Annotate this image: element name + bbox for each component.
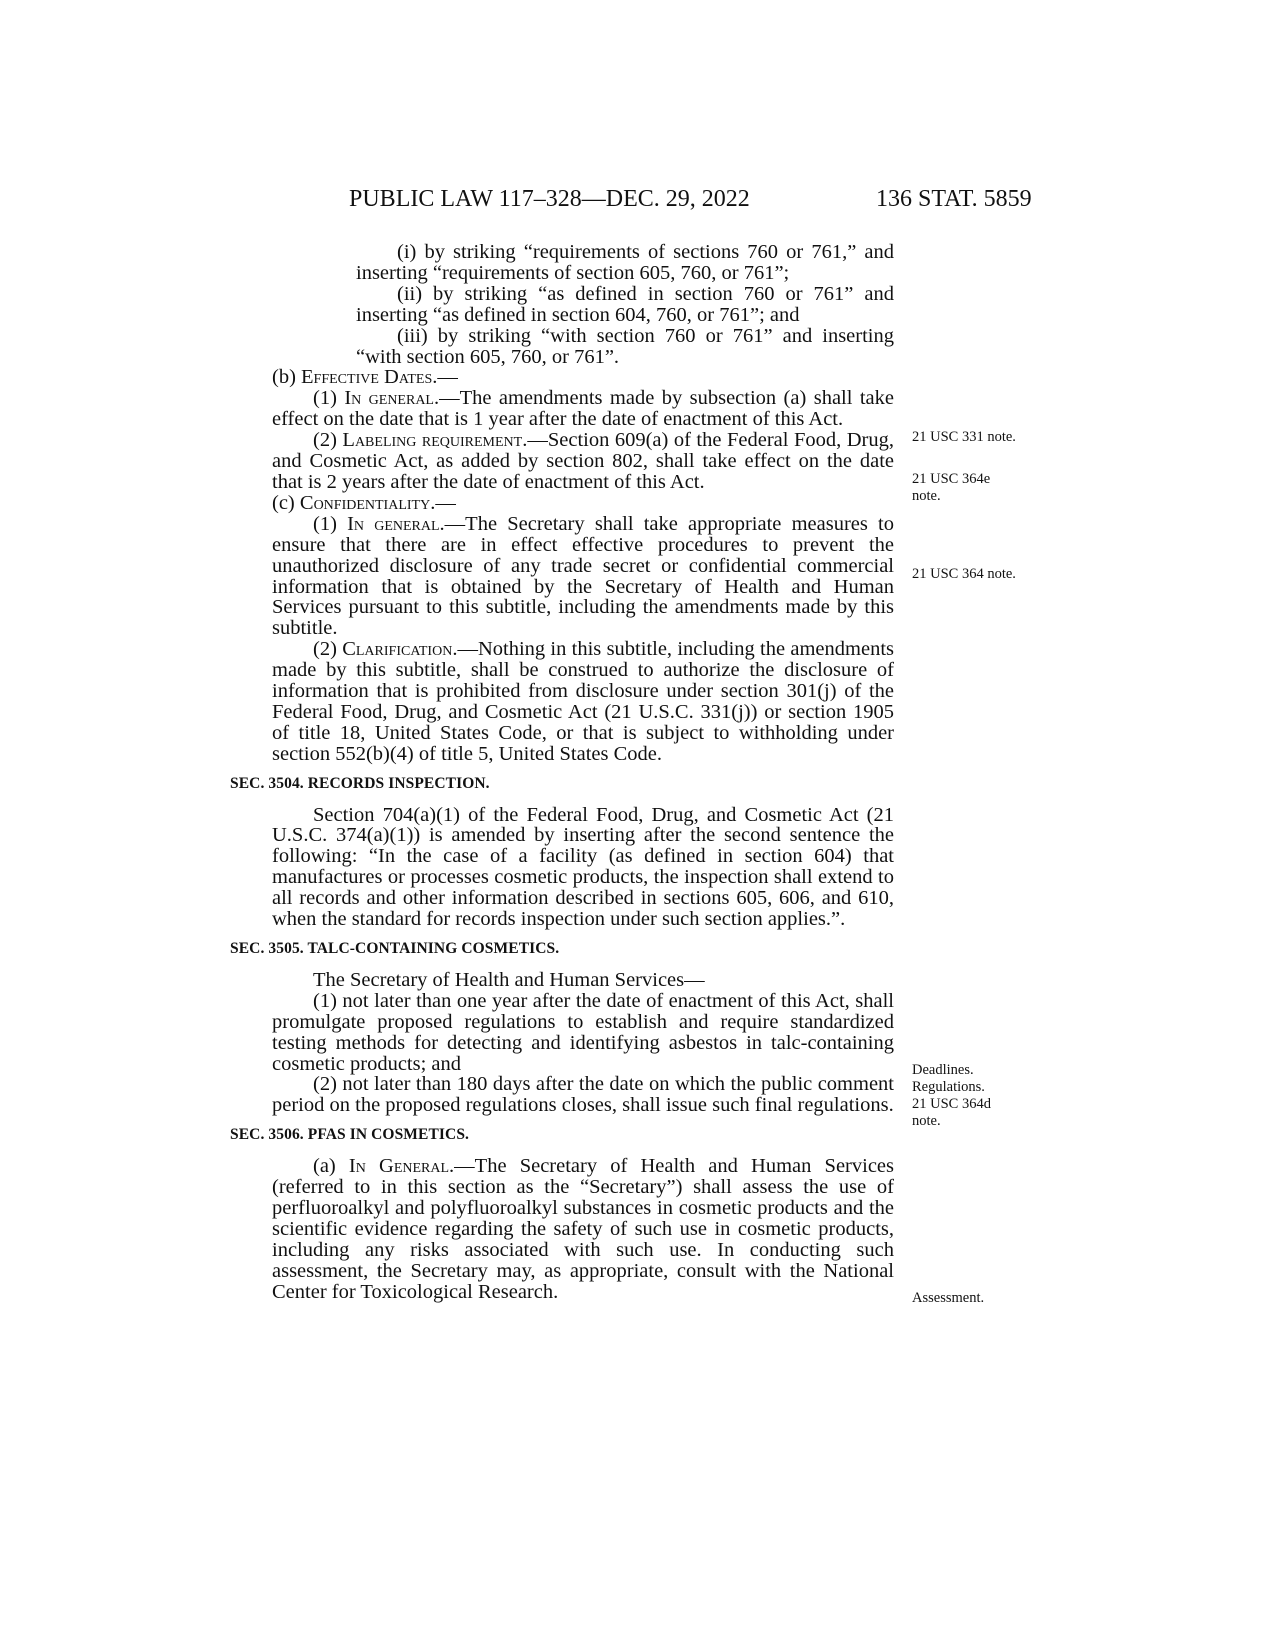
section-3505-heading: SEC. 3505. TALC-CONTAINING COSMETICS.	[230, 940, 560, 957]
paragraph-c2: (2) Clarification.—Nothing in this subtitle, including the amendments made by this subtitle, shall be construed to authorize the disclosure of information that is prohibited from disclosure under section 301(j) of the Federal Food, Drug, and Cosmetic Act (21 U.S.C. 331(j)) or section 1905 of title 18, United States Code, or that is subject to withholding under section 552(b)(4) of title 5, United States Code.	[272, 638, 895, 765]
margin-note-assessment: Assessment.	[912, 1290, 985, 1306]
section-3505-intro: The Secretary of Health and Human Services—	[313, 968, 705, 991]
section-3504-heading: SEC. 3504. RECORDS INSPECTION.	[230, 774, 490, 792]
subsection-b-heading: (b) Effective Dates.—	[272, 366, 458, 389]
subsection-c-heading: (c) Confidentiality.—	[272, 491, 456, 514]
page-citation: 136 STAT. 5859	[876, 186, 1032, 212]
clause-i: (i) by striking “requirements of sections 760 or 761,” and inserting “requirements of section 605, 760, or 761”;	[356, 241, 894, 284]
margin-note-deadlines: Deadlines. Regulations. 21 USC 364d note.	[912, 1062, 991, 1129]
clause-ii: (ii) by striking “as defined in section 760 or 761” and inserting “as defined in section 604, 760, or 761”; and	[356, 282, 894, 326]
margin-note-364e: 21 USC 364e note.	[912, 471, 991, 504]
paragraph-b2: (2) Labeling requirement.—Section 609(a) of the Federal Food, Drug, and Cosmetic Act, as added by section 802, shall take effect on the date that is 2 years after the date of enactment of this Act.	[272, 429, 895, 493]
paragraph-c1: (1) In general.—The Secretary shall take appropriate measures to ensure that there are in effect effective procedures to prevent the unauthorized disclosure of any trade secret or confidential commercial information that is obtained by the Secretary of Health and Human Services pursuant to this subtitle, including the amendments made by this subtitle.	[272, 512, 894, 640]
paragraph-b1: (1) In general.—The amendments made by subsection (a) shall take effect on the date that is 1 year after the date of enactment of this Act.	[272, 387, 894, 431]
running-head-title: PUBLIC LAW 117–328—DEC. 29, 2022	[349, 186, 750, 212]
section-3504-text: Section 704(a)(1) of the Federal Food, Drug, and Cosmetic Act (21 U.S.C. 374(a)(1)) is amended by inserting after the second sentence the following: “In the case of a facility (as defined in section 604) that manufactures or processes cosmetic products, the inspection shall extend to all records and other information described in sections 605, 606, and 610, when the standard for records inspection under such section applies.”.	[272, 803, 894, 931]
margin-note-331: 21 USC 331 note.	[912, 429, 1016, 445]
margin-note-364: 21 USC 364 note.	[912, 566, 1016, 582]
main-text-column	[230, 241, 895, 1303]
section-3506-subsection-a: (a) In General.—The Secretary of Health and Human Services (referred to in this section as the “Secretary”) shall assess the use of perfluoroalkyl and polyfluoroalkyl substances in cosmetic products and the scientific evidence regarding the safety of such use in cosmetic products, including any risks associated with such use. In conducting such assessment, the Secretary may, as appropriate, consult with the National Center for Toxicological Research.	[272, 1155, 894, 1303]
section-3505-item-1: (1) not later than one year after the date of enactment of this Act, shall promulgate proposed regulations to establish and require standardized testing methods for detecting and identifying asbestos in talc-containing cosmetic products; and	[272, 989, 894, 1075]
section-3506-heading: SEC. 3506. PFAS IN COSMETICS.	[230, 1126, 470, 1144]
section-3505-item-2: (2) not later than 180 days after the date on which the public comment period on the proposed regulations closes, shall issue such final regulations.	[272, 1073, 894, 1117]
clause-iii: (iii) by striking “with section 760 or 761” and inserting “with section 605, 760, or 761”.	[356, 324, 894, 368]
